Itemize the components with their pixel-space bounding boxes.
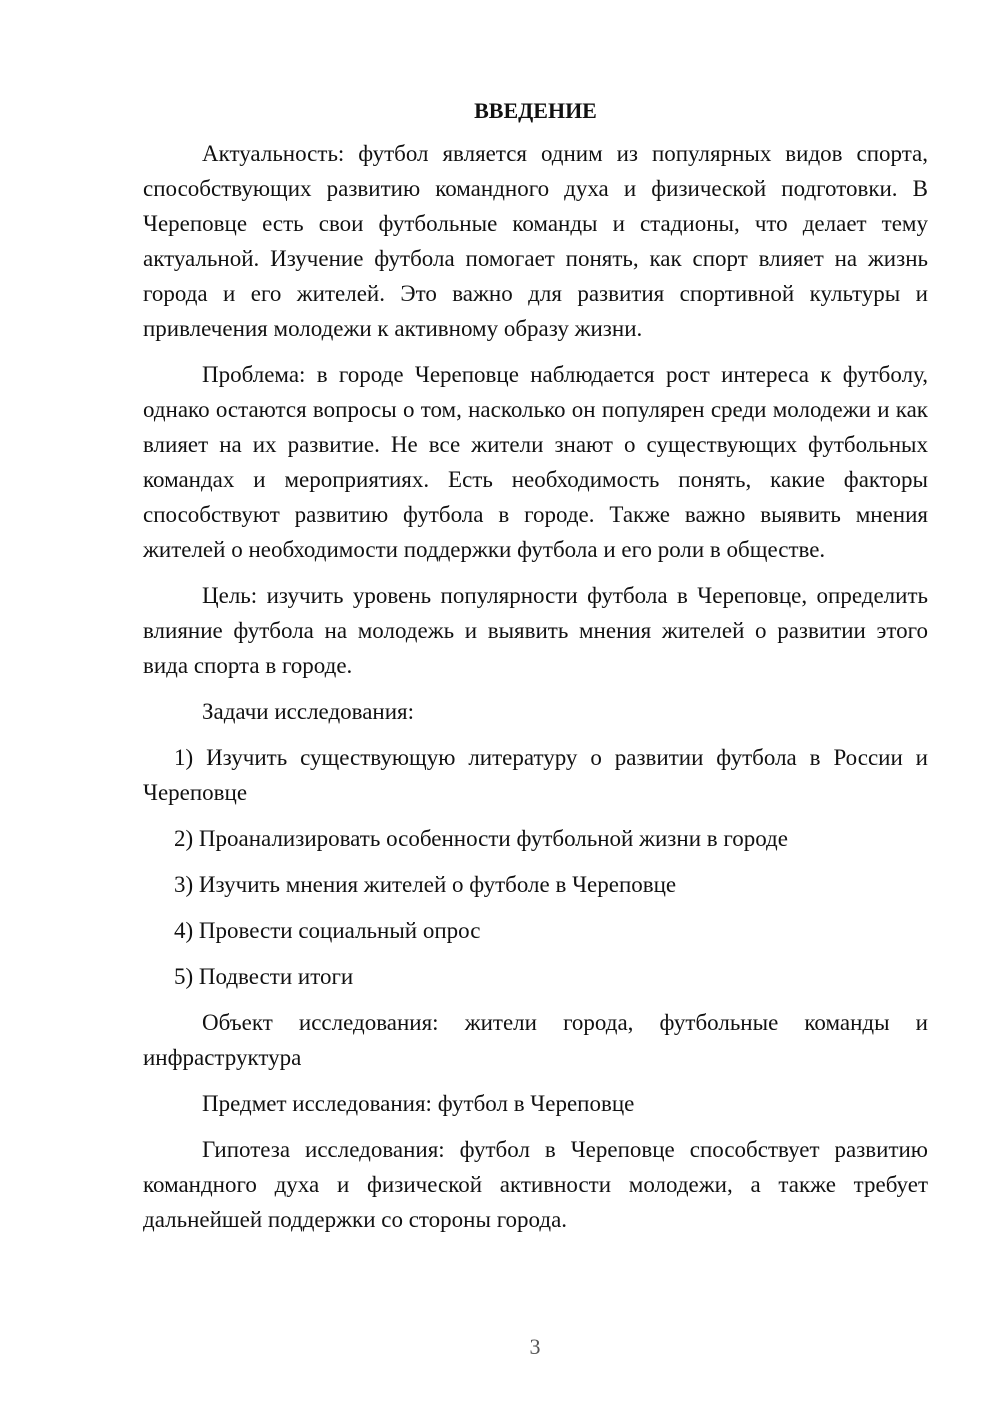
section-heading: ВВЕДЕНИЕ	[474, 98, 597, 123]
object-paragraph: Объект исследования: жители города, футбольные команды и инфраструктура	[143, 1010, 928, 1070]
task-item-2: 2) Проанализировать особенности футбольной жизни в городе	[174, 826, 788, 851]
task-item-5: 5) Подвести итоги	[174, 964, 354, 989]
document-body	[143, 96, 928, 1237]
problem-paragraph: Проблема: в городе Череповце наблюдается рост интереса к футболу, однако остаются вопросы о том, насколько он популярен среди молодежи и как влияет на их развитие. Не все жители знают о существующих футбольных командах и мероприятиях. Есть необходимость понять, какие факторы способствуют развитию футбола в городе. Также важно выявить мнения жителей о необходимости поддержки футбола и его роли в обществе.	[143, 362, 928, 562]
page-number: 3	[529, 1334, 541, 1359]
subject-paragraph: Предмет исследования: футбол в Череповце	[202, 1091, 635, 1116]
goal-paragraph: Цель: изучить уровень популярности футбола в Череповце, определить влияние футбола на молодежь и выявить мнения жителей о развитии этого вида спорта в городе.	[143, 583, 928, 678]
tasks-title: Задачи исследования:	[202, 699, 415, 724]
task-item-3: 3) Изучить мнения жителей о футболе в Череповце	[174, 872, 677, 897]
task-item-4: 4) Провести социальный опрос	[174, 918, 481, 943]
relevance-paragraph: Актуальность: футбол является одним из популярных видов спорта, способствующих развитию командного духа и физической подготовки. В Череповце есть свои футбольные команды и стадионы, что делает тему актуальной. Изучение футбола помогает понять, как спорт влияет на жизнь города и его жителей. Это важно для развития спортивной культуры и привлечения молодежи к активному образу жизни.	[143, 141, 928, 341]
task-item-1: 1) Изучить существующую литературу о развитии футбола в России и Череповце	[143, 745, 928, 805]
hypothesis-paragraph: Гипотеза исследования: футбол в Череповце способствует развитию командного духа и физической активности молодежи, а также требует дальнейшей поддержки со стороны города.	[143, 1137, 928, 1232]
